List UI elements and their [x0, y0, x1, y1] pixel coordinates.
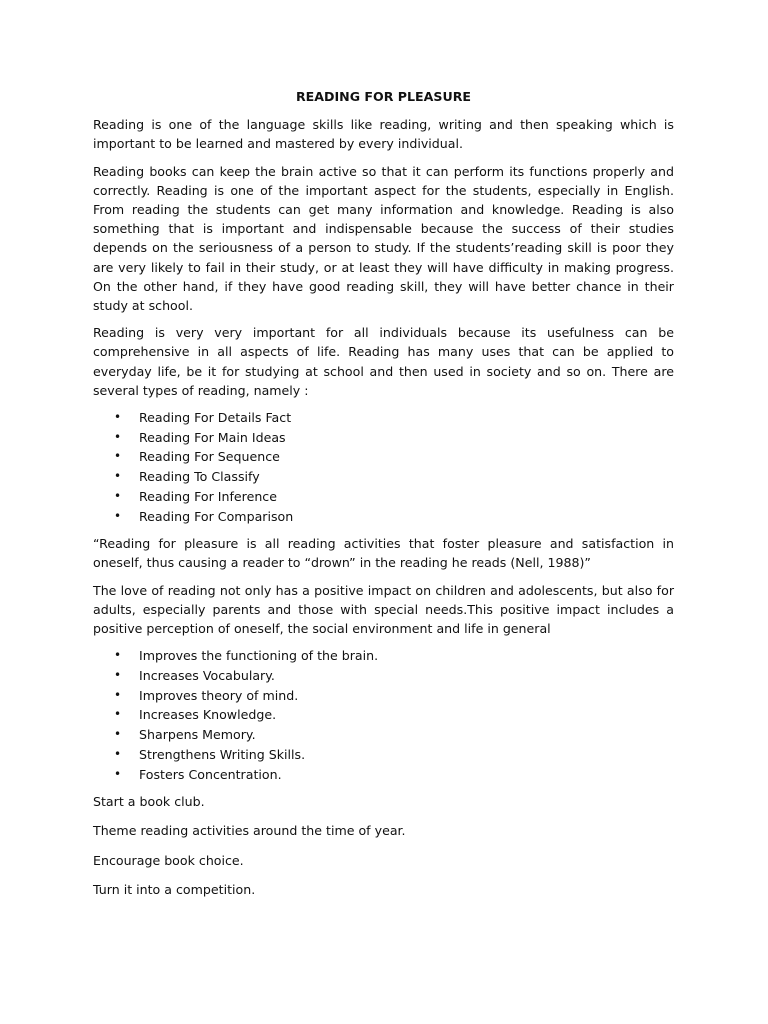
list-item	[93, 765, 674, 785]
list-item	[93, 745, 674, 765]
closing-line-4: Turn it into a competition.	[93, 881, 256, 897]
document-page	[93, 87, 674, 909]
bullet-icon: •	[114, 746, 122, 761]
bullet-icon: •	[114, 488, 122, 503]
list-item-text: Improves the functioning of the brain.	[139, 648, 379, 664]
list-item-text: Reading For Inference	[139, 488, 277, 504]
list-item	[93, 428, 674, 448]
list-item	[93, 447, 674, 467]
list-item	[93, 467, 674, 487]
list-item-text: Strengthens Writing Skills.	[139, 746, 306, 762]
list-item	[93, 408, 674, 428]
bullet-icon: •	[114, 667, 122, 682]
list-item-text: Fosters Concentration.	[139, 766, 282, 782]
intro-paragraph-1: Reading is one of the language skills like reading, writing and then speaking which is important to be learned and mastered by every individual.	[93, 117, 674, 152]
reading-types-list	[93, 408, 674, 526]
list-item-text: Reading To Classify	[139, 469, 260, 485]
list-item	[93, 646, 674, 666]
list-item-text: Reading For Main Ideas	[139, 429, 286, 445]
bullet-icon: •	[114, 429, 122, 444]
list-item	[93, 507, 674, 527]
list-item-text: Sharpens Memory.	[139, 727, 256, 743]
bullet-icon: •	[114, 687, 122, 702]
list-item-text: Reading For Sequence	[139, 449, 280, 465]
list-item-text: Increases Vocabulary.	[139, 667, 275, 683]
quote-paragraph: “Reading for pleasure is all reading activities that foster pleasure and satisfaction in oneself, thus causing a reader to “drown” in the reading he reads (Nell, 1988)”	[93, 536, 674, 571]
list-item	[93, 487, 674, 507]
list-item	[93, 686, 674, 706]
bullet-icon: •	[114, 469, 122, 484]
closing-line-1: Start a book club.	[93, 794, 205, 810]
list-item-text: Increases Knowledge.	[139, 707, 277, 723]
impact-paragraph: The love of reading not only has a positive impact on children and adolescents, but also for adults, especially parents and those with special needs.This positive impact includes a positive perception of oneself, the social environment and life in general	[93, 582, 674, 637]
list-item	[93, 666, 674, 686]
bullet-icon: •	[114, 449, 122, 464]
bullet-icon: •	[114, 727, 122, 742]
bullet-icon: •	[114, 766, 122, 781]
bullet-icon: •	[114, 648, 122, 663]
document-title: READING FOR PLEASURE	[295, 89, 472, 104]
list-item	[93, 725, 674, 745]
bullet-icon: •	[114, 410, 122, 425]
bullet-icon: •	[114, 508, 122, 523]
benefits-list	[93, 646, 674, 784]
list-item	[93, 705, 674, 725]
list-item-text: Reading For Comparison	[139, 508, 294, 524]
closing-line-3: Encourage book choice.	[93, 852, 244, 868]
bullet-icon: •	[114, 707, 122, 722]
list-item-text: Improves theory of mind.	[139, 687, 299, 703]
intro-paragraph-2: Reading books can keep the brain active so that it can perform its functions properly and correctly. Reading is one of the important aspect for the students, especially in English. From reading the students can get many information and knowledge. Reading is also something that is important and indispensable because the success of their studies depends on the seriousness of a person to study. If the students’reading skill is poor they are very likely to fail in their study, or at least they will have difficulty in making progress. On the other hand, if they have good reading skill, they will have better chance in their study at school.	[93, 163, 674, 314]
intro-paragraph-3: Reading is very very important for all individuals because its usefulness can be comprehensive in all aspects of life. Reading has many uses that can be applied to everyday life, be it for studying at school and then used in society and so on. There are several types of reading, namely :	[93, 325, 674, 398]
closing-line-2: Theme reading activities around the time of year.	[93, 823, 406, 839]
list-item-text: Reading For Details Fact	[139, 410, 292, 426]
